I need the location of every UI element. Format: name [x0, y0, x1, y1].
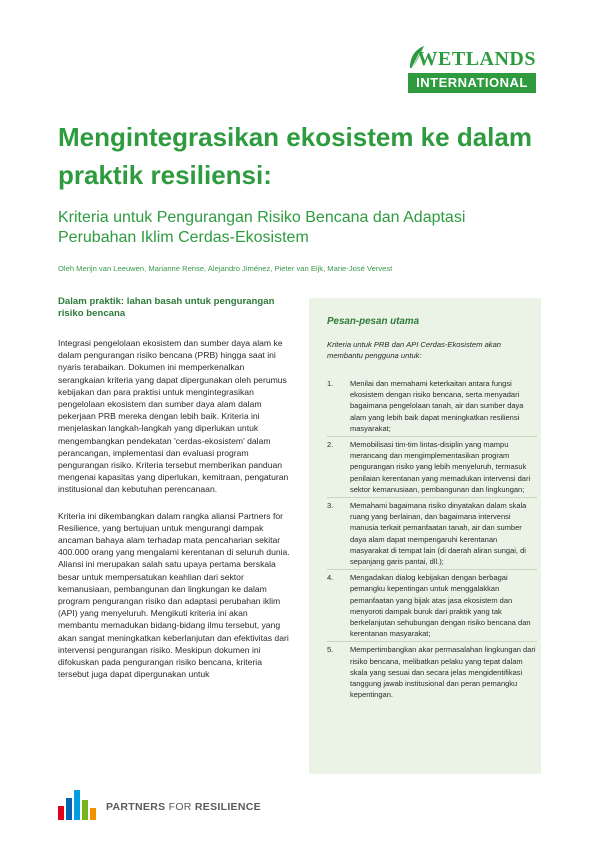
partners-for-resilience-text	[106, 801, 261, 813]
divider	[327, 497, 537, 498]
left-column	[58, 296, 290, 694]
list-item-text: Mempertimbangkan akar permasalahan lingkungan dari risiko bencana, melibatkan pelaku yang tepat dalam skala yang sesuai dan secara jelas mengidentifikasi tanggung jawab institusional dan peran pemangku kepentingan.	[350, 645, 536, 700]
color-bar	[82, 800, 88, 820]
color-bar	[58, 806, 64, 820]
body-paragraph: Integrasi pengelolaan ekosistem dan sumber daya alam ke dalam pengurangan risiko bencana (PRB) hingga saat ini nyaris terabaikan. Dokumen ini memperkenalkan serangkaian kriteria yang dapat dipergunakan oleh perumus kebijakan dan para praktisi untuk mengintegrasikan pengelolaan ekosistem dan sumber daya alam dalam pekerjaan PRB mereka dengan lebih baik. Kriteria ini menjelaskan langkah-langkah yang diperlukan untuk mengembangkan pendekatan 'cerdas-ekosistem' dalam perancangan, implementasi dan evaluasi program pengurangan risiko. Kriteria tersebut memberikan panduan mengenai kapasitas yang diperlukan, kemitraan, pengaturan institusional dan kebutuhan perencanaan.	[58, 338, 289, 495]
document-title: Mengintegrasikan ekosistem ke dalam praktik resiliensi:	[58, 122, 532, 190]
list-item	[327, 572, 537, 639]
wetlands-international-logo	[406, 44, 536, 100]
list-item-number: 1.	[327, 379, 334, 388]
color-bar	[74, 790, 80, 820]
divider	[327, 436, 537, 437]
divider	[327, 569, 537, 570]
document-subtitle: Kriteria untuk Pengurangan Risiko Bencana dan Adaptasi Perubahan Iklim Cerdas-Ekosistem	[58, 209, 466, 246]
divider	[327, 641, 537, 642]
list-item	[327, 378, 537, 434]
key-messages-title: Pesan-pesan utama	[327, 316, 420, 327]
list-item	[327, 439, 537, 495]
list-item-text: Memahami bagaimana risiko dinyatakan dalam skala ruang yang berlainan, dan bagaimana intervensi manusia terkait pemanfaatan tanah, air dan sumber daya alam dapat mempengaruhi kerentanan masyarakat di tempat lain (di daerah aliran sungai, di sepanjang garis pantai, dll.);	[350, 501, 527, 567]
list-item-text: Mengadakan dialog kebijakan dengan berbagai pemangku kepentingan untuk menggalakkan pemanfaatan yang bijak atas jasa ekosistem dan menyoroti dampak buruk dari praktik yang tak berkelanjutan sehubungan dengan risiko bencana dan kerentanan masyarakat;	[350, 573, 531, 639]
partners-for-resilience-logo	[58, 788, 308, 820]
logo-wetlands-text: WETLANDS	[417, 48, 536, 70]
resilience-word: RESILIENCE	[194, 801, 261, 813]
key-messages-intro: Kriteria untuk PRB dan API Cerdas-Ekosistem akan membantu pengguna untuk:	[327, 340, 502, 360]
for-word: FOR	[168, 801, 192, 813]
color-bars-icon	[58, 788, 98, 820]
left-column-heading: Dalam praktik: lahan basah untuk pengurangan risiko bencana	[58, 296, 275, 319]
logo-international-text: INTERNATIONAL	[408, 73, 536, 93]
list-item-number: 3.	[327, 501, 334, 511]
partners-word: PARTNERS	[106, 801, 166, 813]
list-item-text: Menilai dan memahami keterkaitan antara fungsi ekosistem dengan risiko bencana, serta menyadari bagaimana pengelolaan tanah, air dan sumber daya alam yang lebih baik dapat meningkatkan resiliensi masyarakat;	[350, 379, 524, 433]
key-messages-list	[327, 378, 537, 700]
list-item-number: 5.	[327, 645, 334, 655]
list-item-number: 2.	[327, 440, 334, 450]
list-item	[327, 500, 537, 567]
list-item-number: 4.	[327, 573, 334, 583]
color-bar	[90, 808, 96, 820]
authors-line: Oleh Merijn van Leeuwen, Marianne Rense, Alejandro Jiménez, Pieter van Eijk, Marie-José Vervest	[58, 264, 393, 273]
key-messages-box	[309, 298, 541, 774]
list-item-text: Memobilisasi tim-tim lintas-disiplin yang mampu merancang dan mengimplementasikan program pengurangan risiko yang lebih menyeluruh, termasuk penilaian kerentanan yang memadukan intervensi dari sektor kemanusiaan, pembangunan dan lingkungan;	[350, 440, 531, 494]
list-item	[327, 644, 537, 700]
body-paragraph: Kriteria ini dikembangkan dalam rangka aliansi Partners for Resilience, yang bertujuan untuk mengurangi dampak ancaman bahaya alam terhadap mata pencaharian sekitar 400.000 orang yang mengalami kerentanan di seluruh dunia. Aliansi ini merupakan salah satu upaya pertama berskala besar untuk mempersatukan keahlian dari sektor kemanusiaan, pembangunan dan lingkungan ke dalam program pengurangan risiko dan adaptasi perubahan iklim (API) yang menyeluruh. Mengikuti kriteria ini akan membantu memadukan bidang-bidang ilmu tersebut, yang akan sangat meningkatkan keberlanjutan dan efektivitas dari intervensi pengurangan risiko. Meskipun dokumen ini difokuskan pada pengurangan risiko bencana, kriteria tersebut juga dapat dipergunakan untuk	[58, 510, 290, 680]
color-bar	[66, 798, 72, 820]
